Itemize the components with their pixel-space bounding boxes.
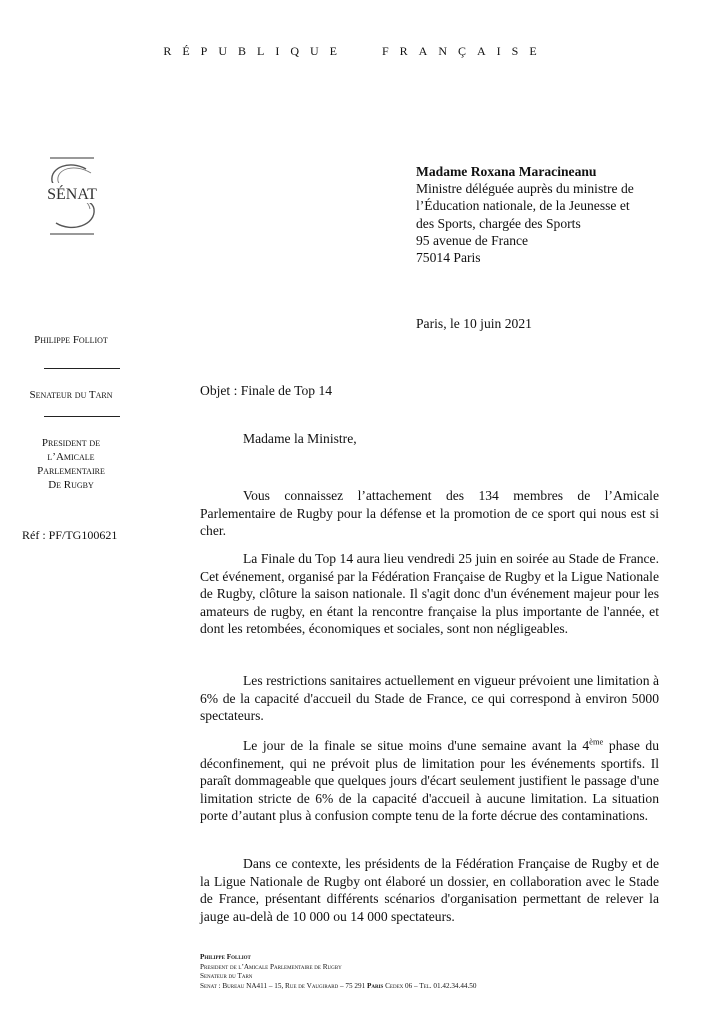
letter-footer [200, 953, 477, 991]
footer-city: Paris [366, 981, 384, 990]
recipient-name: Madame Roxana Maracineanu [416, 164, 597, 179]
recipient-line: Ministre déléguée auprès du ministre de [416, 181, 634, 197]
senat-logo [36, 155, 108, 237]
ordinal-superscript: ème [589, 736, 604, 747]
letter-date: Paris, le 10 juin 2021 [416, 316, 532, 331]
body-paragraph: Les restrictions sanitaires actuellement en vigueur prévoient une limitation à 6% de la capacité d'accueil du Stade de France, ce qui correspond à environ 5000 spectateurs. [200, 673, 659, 723]
sidebar-divider [44, 368, 120, 369]
recipient-line: l’Éducation nationale, de la Jeunesse et [416, 198, 630, 214]
senat-logo-emblem [36, 155, 108, 237]
letterhead-word-2: FRANÇAISE [381, 44, 548, 58]
footer-name: Philippe Folliot [200, 953, 251, 961]
sidebar-sender-role [10, 436, 132, 492]
body-paragraph: La Finale du Top 14 aura lieu vendredi 25 juin en soirée au Stade de France. Cet événement, organisé par la Fédération Française de Rugby et la Ligue Nationale de Rugby, clôture la saison nationale. Il s'agit donc d'un événement majeur pour les amateurs de rugby, en étant la rencontre française la plus importante de l'année, et dont les retombées, économiques et sociales, sont non négligeables. [200, 551, 659, 636]
sidebar-sender-title: Senateur du Tarn [29, 389, 113, 401]
sidebar-role-line: l’Amicale [47, 451, 95, 463]
sidebar-sender-name: Philippe Folliot [34, 334, 108, 346]
senat-logo-text: SÉNAT [47, 186, 97, 203]
letter-subject: Objet : Finale de Top 14 [200, 383, 333, 398]
sidebar-role-line: De Rugby [48, 479, 94, 491]
sidebar-role-line: Parlementaire [37, 465, 105, 477]
letterhead-word-1: RÉPUBLIQUE [163, 44, 348, 58]
body-paragraph: Dans ce contexte, les présidents de la Fédération Française de Rugby et de la Ligue Nationale de Rugby ont élaboré un dossier, en collaboration avec le Stade de France, présentant différents scénarios d'organisation permettant de relever la jauge au-delà de 10 000 ou 14 000 spectateurs. [200, 856, 659, 924]
letterhead-republique-francaise [0, 44, 711, 59]
reference-number: Réf : PF/TG100621 [22, 528, 118, 542]
footer-address-text: Cedex 06 – Tel. 01.42.34.44.50 [383, 981, 477, 990]
footer-line: President de l’Amicale Parlementaire de Rugby [200, 962, 342, 971]
body-paragraph: Vous connaissez l’attachement des 134 membres de l’Amicale Parlementaire de Rugby pour la défense et la promotion de ce sport qui nous est si cher. [200, 488, 659, 538]
recipient-line: des Sports, chargée des Sports [416, 215, 581, 231]
footer-line: Senateur du Tarn [200, 972, 253, 981]
body-paragraph-text: Le jour de la finale se situe moins d'une semaine avant la 4 [243, 738, 590, 753]
body-paragraph [200, 737, 659, 825]
sidebar-role-line: President de [41, 437, 101, 449]
recipient-street: 95 avenue de France [416, 232, 529, 248]
letter-salutation: Madame la Ministre, [243, 431, 357, 446]
recipient-address-block [416, 163, 686, 266]
body-paragraph-text: phase du déconfinement, qui ne prévoit plus de limitation pour les événements sportifs. Il paraît dommageable que quelques jours d'écart seulement justifient le passage d'une limitation stricte de 6% de la capacité d'accueil à aucune limitation. La situation porte d’autant plus à confusion compte tenu de la forte décrue des contaminations. [200, 738, 659, 823]
sidebar-divider [44, 416, 120, 417]
footer-address [200, 982, 477, 992]
recipient-city: 75014 Paris [416, 250, 481, 266]
footer-address-text: Senat : Bureau NA411 – 15, Rue de Vaugirard – 75 291 [200, 981, 367, 990]
